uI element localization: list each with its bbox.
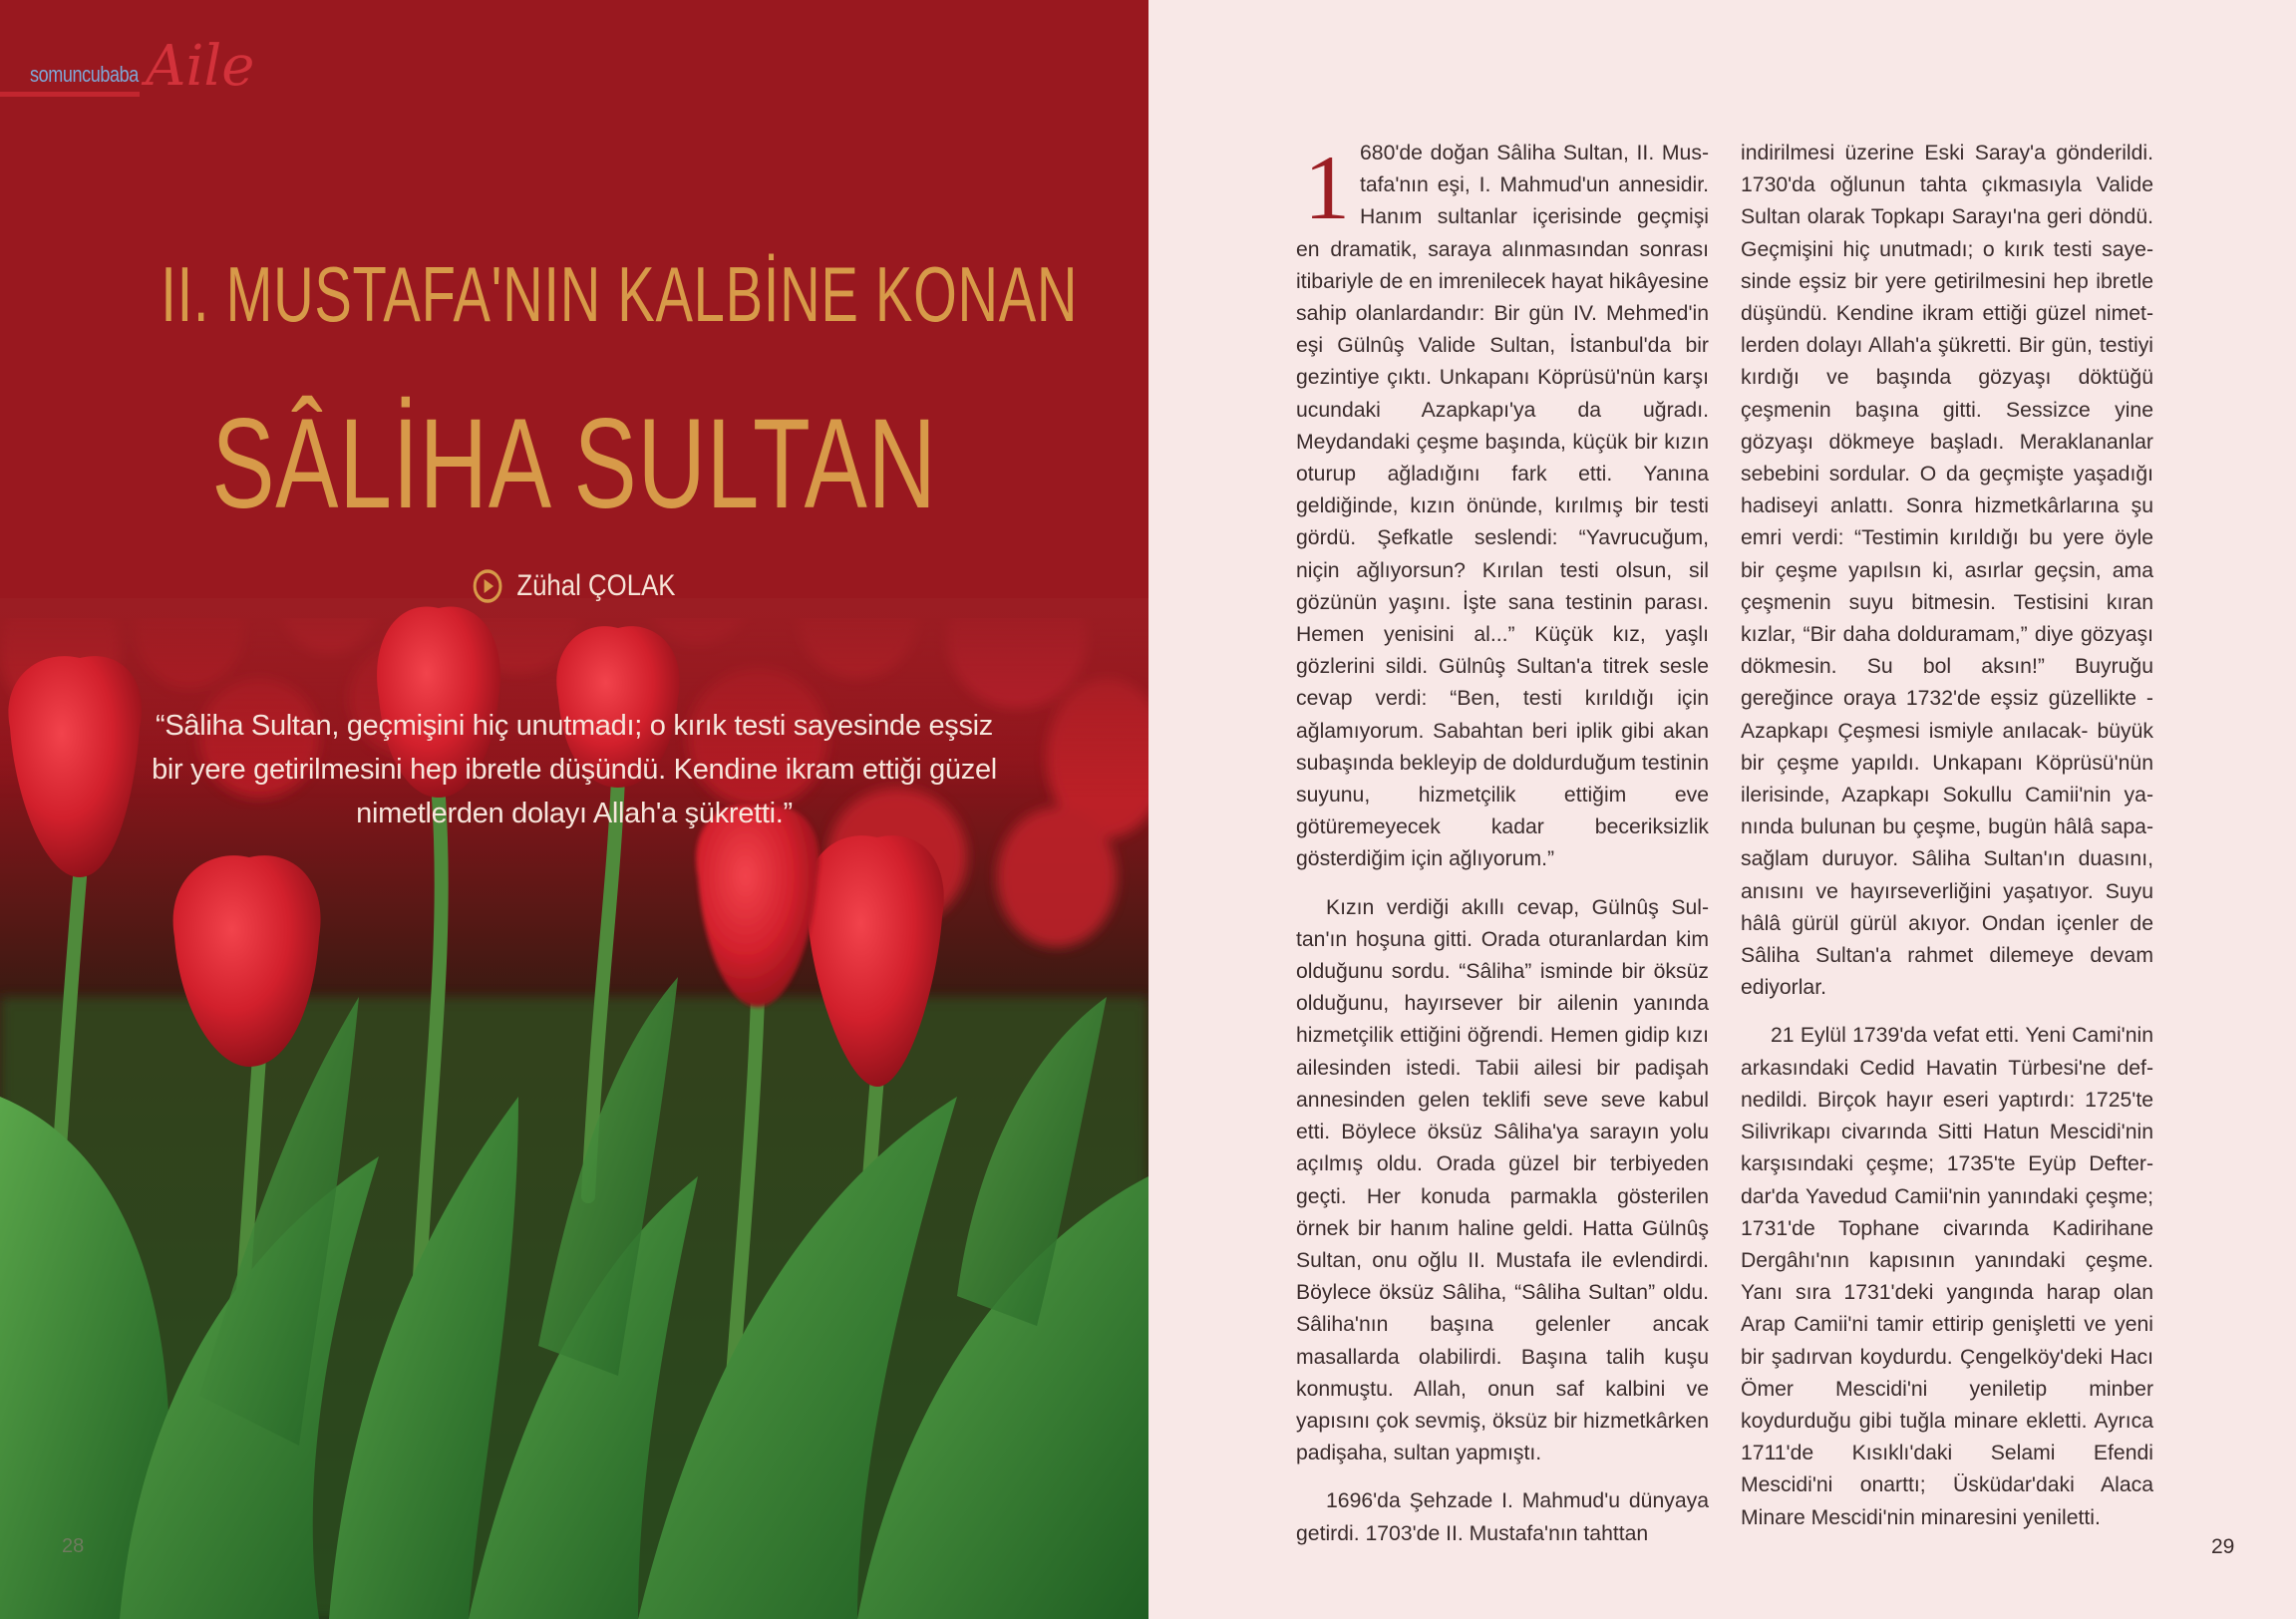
article-kicker: II. MUSTAFA'NIN KALBİNE KONAN <box>161 250 1079 338</box>
right-page <box>1148 0 2296 1619</box>
page-number-right: 29 <box>2211 1535 2235 1558</box>
page-number-left: 28 <box>62 1535 85 1557</box>
text-column-2 <box>1741 138 2153 1550</box>
author-byline <box>0 568 1148 612</box>
brand-prefix: somuncubaba <box>30 62 139 87</box>
drop-cap: 1 <box>1304 137 1350 238</box>
magazine-brand <box>28 34 287 108</box>
brand-script: Aile <box>146 34 255 99</box>
play-circle-icon <box>473 568 503 604</box>
author-name: Zühal ÇOLAK <box>516 569 676 602</box>
paragraph <box>1296 138 1709 876</box>
paragraph: Kızın verdiği akıllı cevap, Gülnûş Sultan'ın hoşuna gitti. Orada oturanlardan kim olduğunu sordu. “Sâliha” isminde bir öksüz olduğunu, hayırsever bir ailenin yanında hizmetçilik ettiğini öğrendi. Hemen gidip kızı ailesinden istedi. Tabii ailesi bir padişah annesinden gelen teklifi seve seve kabul etti. Böylece öksüz Sâliha'ya sarayın yolu açılmış oldu. Orada güzel bir terbiyeden geçti. Her konuda parmakla gösterilen örnek bir hanım haline geldi. Hatta Gülnûş Sultan, onu oğlu II. Mustafa ile evlendirdi. Böylece öksüz Sâliha, “Sâliha Sultan” oldu. Sâliha'nın başına gelenler ancak masallarda olabilirdi. Başına talih kuşu konmuştu. Allah, onun saf kalbini ve yapısını çok sevmiş, öksüz bir hizmetkârken padişaha, sultan yapmıştı. <box>1296 895 1709 1465</box>
paragraph: 21 Eylül 1739'da vefat etti. Yeni Cami'nin arkasındaki Cedid Havatin Türbesi'ne defnedildi. Birçok hayır eseri yaptırdı: 1725'te Silivrikapı civarında Sitti Hatun Mescidi'nin karşısındaki çeşme; 1735'te Eyüp Defterdar'da Yavedud Camii'nin yanındaki çeşme; 1731'de Tophane civarında Kadirihane Dergâhı'nın kapısının yanındaki çeşme. Yanı sıra 1731'deki yangında harap olan Arap Camii'ni tamir ettirip genişletti ve yeni bir şadırvan koydurdu. Çengelköy'deki Hacı Ömer Mescidi'ni yeniletip minber koydurduğu gibi tuğla minare ekletti. Ayrıca 1711'de Kısıklı'daki Selami Efendi Mescidi'ni onarttı; Üsküdar'daki Alaca Minare Mescidi'nin minaresini yeniletti. <box>1741 1024 2153 1529</box>
text-column-1 <box>1296 138 1709 1566</box>
pull-quote: “Sâliha Sultan, geçmişini hiç unutmadı; o kırık testi sayesinde eşsiz bir yere getirilmesini hep ibretle düşündü. Kendine ikram ettiği güzel nimetlerden dolayı Allah'a şükretti.” <box>152 710 997 829</box>
paragraph-text: 680'de doğan Sâliha Sultan, II. Mustafa'nın eşi, I. Mahmud'un annesidir. Hanım sultanlar içerisinde geçmişi en dramatik, saraya alınmasından sonrası itibariyle de en imrenilecek hayat hikâyesine sahip olanlardandır: Bir gün IV. Mehmed'in eşi Gülnûş Valide Sultan, İstanbul'da bir gezintiye çıktı. Unkapanı Köprüsü'nün karşı ucundaki Azapkapı'ya da uğradı. Meydandaki çeşme başında, küçük bir kızın oturup ağladığını fark etti. Yanına geldiğinde, kızın önünde, kırılmış bir testi gördü. Şefkatle seslendi: “Yavrucuğum, niçin ağlıyorsun? Kırılan testi olsun, sil gözünün yaşını. İşte sana testinin parası. Hemen yenisini al...” Küçük kız, yaşlı gözlerini sildi. Gülnûş Sultan'a titrek sesle cevap verdi: “Ben, testi kırıldığı için ağlamıyorum. Sabahtan beri iplik gibi akan subaşında bekleyip de doldurduğum testinin suyunu, hizmetçilik ettiğim eve götüremeyecek kadar beceriksizlik gösterdiğim için ağlıyorum.” <box>1296 142 1709 871</box>
paragraph: indirilmesi üzerine Eski Saray'a gönderildi. 1730'da oğlunun tahta çıkmasıyla Valide Sultan olarak Topkapı Sarayı'na geri döndü. Geçmişini hiç unutmadı; o kırık testi sayesinde eşsiz bir yere getirilmesini hep ibretle düşündü. Kendine ikram ettiği güzel nimetlerden dolayı Allah'a şükretti. Bir gün, testiyi kırdığı ve başında gözyaşı döktüğü çeşmenin başına gitti. Sessizce yine gözyaşı dökmeye başladı. Meraklananlar sebebini sordular. O da geçmişte yaşadığı hadiseyi anlattı. Sonra hizmetkârlarına şu emri verdi: “Testimin kırıldığı bu yere öyle bir çeşme yapılsın ki, asırlar geçsin, ama çeşmenin suyu bitmesin. Testisini kıran kızlar, “Bir daha dolduramam,” diye gözyaşı dökmesin. Su bol aksın!” Buyruğu gereğince oraya 1732'de eşsiz güzellikte -Azapkapı Çeşmesi ismiyle anılacak- büyük bir çeşme yapıldı. Unkapanı Köprüsü'nün ilerisinde, Azapkapı Sokullu Camii'nin yanında bulunan bu çeşme, bugün hâlâ sapasağlam duruyor. Sâliha Sultan'ın duasını, anısını ve hayırseverliğini yaşatıyor. Suyu hâlâ gürül gürül akıyor. Ondan içenler de Sâliha Sultan'a rahmet dilemeye devam ediyorlar. <box>1741 142 2153 1000</box>
article-title: SÂLİHA SULTAN <box>211 393 937 535</box>
paragraph: 1696'da Şehzade I. Mahmud'u dünyaya getirdi. 1703'de II. Mustafa'nın tahttan <box>1296 1489 1709 1545</box>
brand-accent-bar <box>0 92 140 97</box>
